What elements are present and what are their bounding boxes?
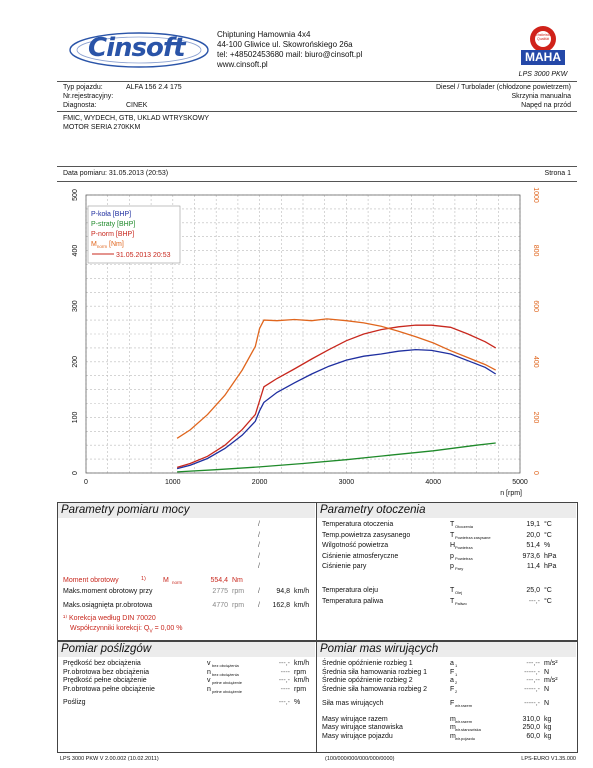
- measurement-date: Data pomiaru: 31.05.2013 (20:53): [63, 170, 169, 177]
- env-row-label: Temp.powietrza zasysanego: [322, 531, 411, 539]
- torque-sup: 1): [141, 576, 146, 582]
- torque-value: 554,4: [210, 577, 228, 584]
- mass-row-symbol: a: [450, 660, 454, 667]
- maxrpm-rpm-unit: rpm: [232, 601, 245, 609]
- slip-row-value: ---,-: [278, 660, 290, 667]
- maxtorque-speed: 94,8: [276, 587, 290, 595]
- logo-text: Cinsoft: [88, 33, 185, 63]
- product-name: LPS 3000 PKW: [518, 71, 568, 78]
- maxrpm-slash: /: [258, 601, 260, 609]
- series-line-m-norm: [177, 319, 496, 438]
- y-right-tick-label: 200: [532, 411, 539, 424]
- maxtorque-slash: /: [258, 587, 260, 595]
- vehicle-specs: [370, 83, 571, 110]
- maxtorque-rpm: 2775: [212, 587, 228, 595]
- x-tick-label: 1000: [165, 479, 181, 486]
- engine-type: Diesel / Turbolader (chłodzone powietrzem): [435, 84, 571, 91]
- maxtorque-speed-unit: km/h: [294, 587, 310, 595]
- env-row-label: Wilgotność powietrza: [322, 542, 389, 550]
- slip-row-label: Pr.obrotowa pełne obciążenie: [63, 685, 155, 693]
- mass-row-unit: N: [544, 668, 550, 676]
- mass-row-value: -----,-: [524, 685, 540, 693]
- mass-row-value: -----,-: [524, 700, 540, 707]
- type-label: Typ pojazdu:: [63, 84, 103, 91]
- env-row-value: 973,6: [522, 552, 540, 560]
- notes-line-1: FMIC, WYDECH, GTB, UKLAD WTRYSKOWY: [63, 115, 210, 122]
- diag-label: Diagnosta:: [63, 102, 97, 109]
- env-row-symbol: p: [450, 552, 454, 560]
- env-row-value: 11,4: [526, 563, 540, 571]
- env-row-label: Temperatura otoczenia: [322, 521, 394, 528]
- legend-entry: $M_{norm}$ [Nm]: [91, 241, 124, 249]
- y-right-tick-label: 0: [532, 471, 539, 475]
- maxtorque-rpm-unit: rpm: [232, 587, 245, 595]
- company-contact: tel: +48502453680 mail: biuro@cinsoft.pl: [217, 50, 363, 59]
- mass-row-unit: kg: [544, 724, 552, 731]
- correction-factors: [70, 624, 270, 636]
- env-row-symbol-sub: Powietrza: [455, 545, 473, 551]
- mass-row-symbol-sub: wir.razem: [455, 703, 473, 708]
- slip-row-value: ----: [280, 668, 290, 676]
- reg-label: Nr.rejestracyjny:: [63, 93, 114, 100]
- legend-entry: P-straty [BHP]: [91, 221, 136, 228]
- slip-row-symbol-sub: pełne obciążenie: [212, 688, 243, 694]
- x-tick-label: 3000: [338, 479, 355, 486]
- x-tick-label: 0: [84, 479, 88, 486]
- env-row-value: 19,1: [526, 521, 540, 528]
- mass-row-label: Masy wirujące razem: [322, 715, 388, 723]
- maxtorque-label: Maks.moment obrotowy przy: [63, 587, 153, 595]
- slip-row-symbol: n: [207, 668, 211, 676]
- mass-row-label: Średnie opóźnienie rozbieg 2: [322, 677, 413, 684]
- env-row-symbol: T: [450, 587, 455, 594]
- mass-row-unit: kg: [544, 715, 552, 723]
- mass-row-symbol-sub: wir.stanowiska: [455, 727, 481, 732]
- x-tick-label: 4000: [425, 479, 441, 486]
- env-row-unit: hPa: [544, 563, 557, 571]
- slip-row-label: Prędkość bez obciążenia: [63, 660, 141, 667]
- env-title: Parametry otoczenia: [317, 503, 576, 518]
- slip-row-unit: km/h: [294, 677, 310, 684]
- slip-row-label: Pr.obrotowa bez obciążenia: [63, 668, 149, 676]
- y-right-tick-label: 400: [532, 355, 539, 368]
- correction-factors-label: Współczynniki korekcji: Q: [70, 624, 150, 632]
- drive-type: Napęd na przód: [521, 102, 571, 109]
- env-row-symbol-sub: Pary: [455, 566, 464, 572]
- params-row-slash: /: [258, 552, 260, 560]
- mass-row-unit: kg: [544, 732, 552, 740]
- mass-row-unit: m/s²: [544, 677, 558, 684]
- mass-row-symbol-sub: wir.razem: [455, 718, 473, 724]
- correction-factors-value: = 0,00 %: [152, 624, 183, 632]
- diag-value: CINEK: [126, 102, 148, 109]
- gearbox-type: Skrzynia manualna: [511, 93, 571, 100]
- y-left-tick-label: 300: [72, 300, 79, 313]
- env-row-symbol: H: [450, 542, 456, 550]
- env-row-label: Ciśnienie atmosferyczne: [322, 552, 399, 560]
- env-row-symbol: T: [450, 531, 455, 539]
- env-row-symbol-sub: Olej: [455, 590, 463, 595]
- mass-row-symbol-sub: wir.pojazdu: [455, 735, 476, 741]
- y-right-tick-label: 1000: [532, 187, 539, 203]
- y-right-tick-label: 600: [532, 300, 539, 313]
- params-row-slash: /: [258, 563, 260, 571]
- correction-note: ¹⁾ Korekcja według DIN 70020: [63, 614, 156, 622]
- maxrpm-speed-unit: km/h: [294, 601, 310, 609]
- footer-center: (100/000/000/000/000/0000): [325, 756, 395, 762]
- power-chart: [57, 183, 577, 501]
- maha-ring-text: Höchstleistung Qualität: [531, 33, 555, 41]
- mass-row-symbol: F: [450, 668, 455, 676]
- slip-row-label: Poślizg: [63, 699, 86, 706]
- type-value: ALFA 156 2.4 175: [126, 84, 182, 91]
- y-left-tick-label: 400: [72, 244, 79, 257]
- mass-row-value: -----,-: [524, 668, 540, 676]
- mass-row-symbol-sub: 2: [455, 680, 458, 685]
- env-row-label: Temperatura paliwa: [322, 597, 384, 605]
- series-line-p-kola: [177, 350, 496, 469]
- y-left-tick-label: 0: [72, 471, 79, 475]
- maxrpm-rpm: 4770: [212, 601, 228, 609]
- slip-row-symbol-sub: bez obciążenia: [212, 663, 239, 668]
- slip-row-symbol-sub: bez obciążenia: [212, 671, 239, 677]
- maxrpm-label: Maks.osiągnięta pr.obrotowa: [63, 601, 153, 609]
- vehicle-notes: [63, 114, 209, 132]
- env-row-symbol: T: [450, 521, 455, 528]
- mass-title: Pomiar mas wirujących: [317, 642, 576, 657]
- mass-row-value: ---,--: [526, 677, 540, 684]
- slip-row-unit: %: [294, 699, 301, 706]
- mass-row-symbol: m: [450, 732, 456, 740]
- mass-row-symbol: F: [450, 700, 455, 707]
- env-row-unit: °C: [544, 531, 552, 539]
- env-row-unit: hPa: [544, 552, 557, 560]
- mass-row-label: Średnie siła hamowania rozbieg 2: [322, 685, 428, 693]
- slip-row-symbol-sub: pełne obciążenie: [212, 680, 243, 685]
- footer-right: LPS-EURO V1.35.000: [521, 756, 576, 762]
- y-left-tick-label: 200: [72, 355, 79, 368]
- series-line-p-norm: [177, 325, 496, 467]
- slip-row-symbol: v: [207, 660, 211, 667]
- mass-row-value: 250,0: [522, 724, 540, 731]
- torque-symbol-sub: norm: [172, 580, 183, 585]
- mass-row-symbol: a: [450, 677, 454, 684]
- env-row-symbol: p: [450, 563, 454, 571]
- env-row-symbol-sub: Powietrza zasysane: [455, 534, 491, 540]
- maxrpm-speed: 162,8: [272, 601, 290, 609]
- mass-row-value: ---,--: [526, 660, 540, 667]
- company-info: [217, 30, 417, 70]
- mass-row-unit: m/s²: [544, 660, 558, 667]
- company-website: www.cinsoft.pl: [217, 60, 268, 69]
- env-row-symbol: T: [450, 597, 455, 605]
- mass-row-value: 310,0: [522, 715, 540, 723]
- slip-row-value: ----: [280, 685, 290, 693]
- env-row-symbol-sub: Otoczenia: [455, 524, 474, 529]
- slip-row-symbol: n: [207, 685, 211, 693]
- mass-row-label: Masy wirujące pojazdu: [322, 732, 393, 740]
- mass-row-symbol-sub: 1: [455, 663, 458, 668]
- series-line-p-straty: [177, 443, 496, 472]
- mass-row-label: Średnie opóźnienie rozbieg 1: [322, 660, 413, 667]
- mass-row-value: 60,0: [526, 732, 540, 740]
- params-row-slash: /: [258, 521, 260, 528]
- slip-row-symbol: v: [207, 677, 211, 684]
- env-row-label: Ciśnienie pary: [322, 563, 367, 571]
- mass-row-symbol: m: [450, 724, 456, 731]
- legend-entry: P-koła [BHP]: [91, 211, 132, 218]
- env-row-value: 20,0: [526, 531, 540, 539]
- slip-row-value: ---,-: [278, 677, 290, 684]
- x-axis-label: n [rpm]: [500, 490, 522, 497]
- env-row-value: 25,0: [526, 587, 540, 594]
- env-row-unit: °C: [544, 597, 552, 605]
- legend-date: 31.05.2013 20:53: [116, 252, 171, 259]
- mass-row-unit: N: [544, 685, 550, 693]
- page-number: Strona 1: [544, 170, 571, 177]
- torque-unit: Nm: [232, 577, 243, 584]
- mass-row-unit: N: [544, 700, 550, 707]
- env-row-unit: °C: [544, 521, 552, 528]
- mass-row-symbol-sub: 1: [455, 671, 458, 677]
- torque-symbol: M: [163, 577, 169, 584]
- correction-factors-sub: V: [149, 627, 153, 634]
- params-title: Parametry pomiaru mocy: [58, 503, 315, 518]
- mass-row-symbol: m: [450, 715, 456, 723]
- torque-label: Moment obrotowy: [63, 577, 119, 584]
- env-row-symbol-sub: Paliwo: [455, 600, 467, 606]
- footer-left: LPS 3000 PKW V 2.00.002 (10.02.2011): [60, 756, 159, 762]
- params-row-slash: /: [258, 531, 260, 539]
- env-row-symbol-sub: Powietrza: [455, 555, 473, 561]
- slip-row-unit: rpm: [294, 668, 307, 676]
- slip-row-value: ---,-: [278, 699, 290, 706]
- slip-row-label: Prędkość pełne obciążenie: [63, 677, 147, 684]
- cinsoft-logo: [68, 30, 210, 70]
- slip-row-unit: km/h: [294, 660, 310, 667]
- env-row-label: Temperatura oleju: [322, 587, 379, 594]
- env-row-value: ---,-: [528, 597, 540, 605]
- x-tick-label: 5000: [512, 479, 528, 486]
- y-right-tick-label: 800: [532, 244, 539, 257]
- x-tick-label: 2000: [251, 479, 268, 486]
- mass-row-label: Średnia siła hamowania rozbieg 1: [322, 668, 428, 676]
- env-row-unit: %: [544, 542, 551, 550]
- mass-row-symbol: F: [450, 685, 455, 693]
- legend-entry: P-norm [BHP]: [91, 231, 135, 238]
- mass-row-label: Siła mas wirujących: [322, 700, 384, 707]
- company-address: 44-100 Gliwice ul. Skowrońskiego 26a: [217, 40, 353, 49]
- y-left-tick-label: 100: [72, 411, 79, 424]
- slip-title: Pomiar poślizgów: [58, 642, 315, 657]
- mass-row-symbol-sub: 2: [455, 688, 458, 694]
- slip-row-unit: rpm: [294, 685, 307, 693]
- env-row-value: 51,4: [526, 542, 540, 550]
- slip-box: [57, 641, 317, 753]
- maha-logo: [517, 25, 569, 69]
- company-name: Chiptuning Hamownia 4x4: [217, 30, 311, 39]
- mass-row-label: Masy wirujące stanowiska: [322, 724, 403, 731]
- y-left-tick-label: 500: [72, 189, 79, 201]
- notes-line-2: MOTOR SERIA 270KKM: [63, 124, 141, 131]
- params-row-slash: /: [258, 542, 260, 550]
- vehicle-info: [63, 83, 182, 110]
- maha-text: MAHA: [525, 50, 561, 64]
- env-row-unit: °C: [544, 587, 552, 594]
